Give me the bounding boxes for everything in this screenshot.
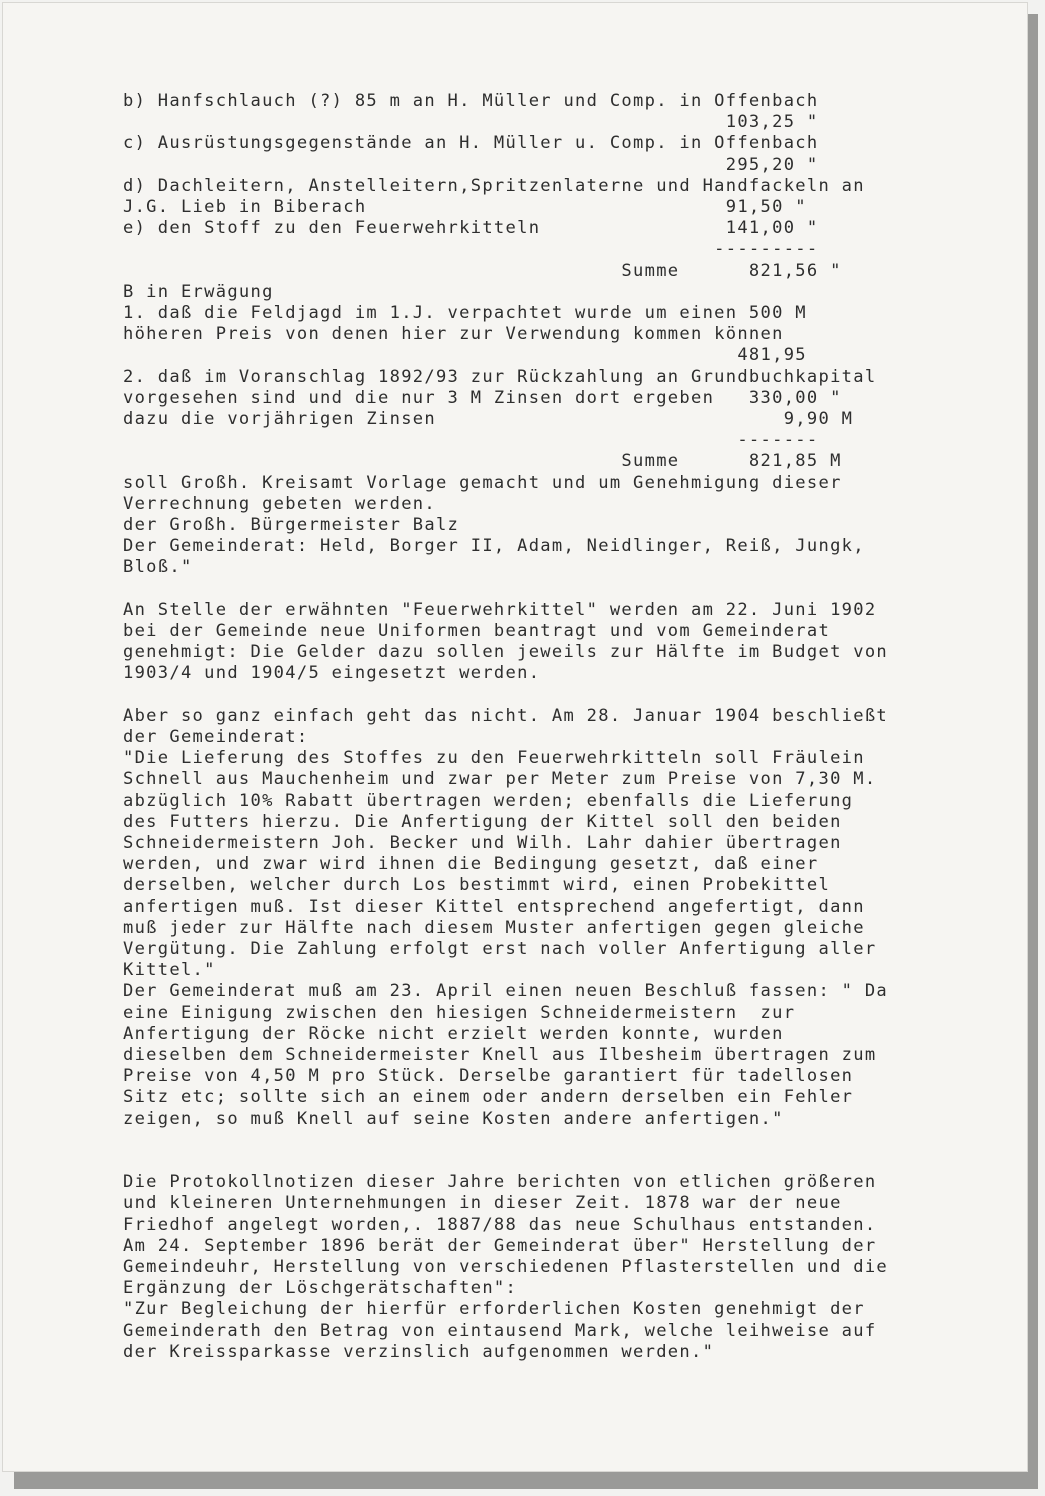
text-line: 1. daß die Feldjagd im 1.J. verpachtet wurde um einen 500 M xyxy=(123,303,807,323)
text-line: Schneidermeistern Joh. Becker und Wilh. Lahr dahier übertragen xyxy=(123,833,842,853)
text-line: --------- xyxy=(123,239,819,260)
text-line: Friedhof angelegt worden,. 1887/88 das neue Schulhaus entstanden. xyxy=(123,1214,877,1235)
text-line: Anfertigung der Röcke nicht erzielt werden konnte, wurden xyxy=(123,1023,784,1044)
text-line: c) Ausrüstungsgegenstände an H. Müller u. Comp. in Offenbach xyxy=(123,133,819,154)
text-line: zeigen, so muß Knell auf seine Kosten andere anfertigen." xyxy=(123,1108,784,1129)
text-line: 295,20 " xyxy=(123,154,819,175)
text-line: genehmigt: Die Gelder dazu sollen jeweils zur Hälfte im Budget von xyxy=(123,642,889,663)
text-line: Sitz etc; sollte sich an einem oder andern derselben ein Fehler xyxy=(123,1087,854,1108)
text-line: d) Dachleitern, Anstelleitern,Spritzenlaterne und Handfackeln an xyxy=(123,175,865,196)
text-line: Bloß." xyxy=(123,557,193,578)
text-line: "Zur Begleichung der hierfür erforderlichen Kosten genehmigt der xyxy=(123,1299,865,1320)
text-line: Gemeinderath den Betrag von eintausend Mark, welche leihweise auf xyxy=(123,1320,877,1341)
text-line: Kittel." xyxy=(123,960,216,981)
text-line: 103,25 " xyxy=(123,112,819,133)
text-line: des Futters hierzu. Die Anfertigung der Kittel soll den beiden xyxy=(123,811,842,832)
text-line: b) Hanfschlauch (?) 85 m an H. Müller und Comp. in Offenbach xyxy=(123,91,819,111)
text-line: anfertigen muß. Ist dieser Kittel entsprechend angefertigt, dann xyxy=(123,896,865,917)
text-line: Der Gemeinderat: Held, Borger II, Adam, Neidlinger, Reiß, Jungk, xyxy=(123,536,865,557)
text-line: Summe 821,56 " xyxy=(123,260,842,281)
text-line: ------- xyxy=(123,430,819,451)
text-line: 481,95 xyxy=(123,345,807,366)
text-line: e) den Stoff zu den Feuerwehrkitteln 141,00 " xyxy=(123,218,819,239)
text-line: Am 24. September 1896 berät der Gemeinderat über" Herstellung der xyxy=(123,1235,877,1256)
text-line: der Großh. Bürgermeister Balz xyxy=(123,515,460,535)
text-line: Vergütung. Die Zahlung erfolgt erst nach voller Anfertigung aller xyxy=(123,939,877,959)
text-line: bei der Gemeinde neue Uniformen beantragt und vom Gemeinderat xyxy=(123,621,831,641)
text-line: Preise von 4,50 M pro Stück. Derselbe garantiert für tadellosen xyxy=(123,1066,854,1087)
text-line: J.G. Lieb in Biberach 91,50 " xyxy=(123,197,807,217)
text-line: Ergänzung der Löschgerätschaften": xyxy=(123,1278,518,1299)
text-line: 1903/4 und 1904/5 eingesetzt werden. xyxy=(123,663,541,684)
text-line: der Gemeinderat: xyxy=(123,727,309,747)
text-line: dazu die vorjährigen Zinsen 9,90 M xyxy=(123,409,854,429)
text-line: "Die Lieferung des Stoffes zu den Feuerwehrkitteln soll Fräulein xyxy=(123,748,865,769)
text-line: werden, und zwar wird ihnen die Bedingung gesetzt, daß einer xyxy=(123,854,819,875)
text-line: Schnell aus Mauchenheim und zwar per Meter zum Preise von 7,30 M. xyxy=(123,769,877,790)
text-line: und kleineren Unternehmungen in dieser Zeit. 1878 war der neue xyxy=(123,1193,842,1214)
text-line: höheren Preis von denen hier zur Verwendung kommen können xyxy=(123,324,784,345)
text-line: der Kreissparkasse verzinslich aufgenommen werden." xyxy=(123,1341,715,1362)
text-line: dieselben dem Schneidermeister Knell aus Ilbesheim übertragen zum xyxy=(123,1045,877,1065)
text-line: 2. daß im Voranschlag 1892/93 zur Rückzahlung an Grundbuchkapital xyxy=(123,366,877,387)
text-line: vorgesehen sind und die nur 3 M Zinsen dort ergeben 330,00 " xyxy=(123,387,842,408)
text-line: An Stelle der erwähnten "Feuerwehrkittel" werden am 22. Juni 1902 xyxy=(123,599,877,620)
document-page xyxy=(2,2,1028,1472)
text-line: Aber so ganz einfach geht das nicht. Am 28. Januar 1904 beschließt xyxy=(123,705,889,726)
text-line: soll Großh. Kreisamt Vorlage gemacht und um Genehmigung dieser xyxy=(123,472,842,493)
text-line: Verrechnung gebeten werden. xyxy=(123,493,436,514)
text-line: Gemeindeuhr, Herstellung von verschiedenen Pflasterstellen und die xyxy=(123,1257,889,1277)
text-line: Summe 821,85 M xyxy=(123,451,842,472)
text-line: abzüglich 10% Rabatt übertragen werden; ebenfalls die Lieferung xyxy=(123,790,854,811)
text-line: derselben, welcher durch Los bestimmt wird, einen Probekittel xyxy=(123,875,831,896)
text-line: B in Erwägung xyxy=(123,281,274,302)
text-line: Die Protokollnotizen dieser Jahre berichten von etlichen größeren xyxy=(123,1172,877,1193)
text-line: muß jeder zur Hälfte nach diesem Muster anfertigen gegen gleiche xyxy=(123,917,865,938)
text-line: eine Einigung zwischen den hiesigen Schneidermeistern zur xyxy=(123,1002,796,1023)
text-line: Der Gemeinderat muß am 23. April einen neuen Beschluß fassen: " Da xyxy=(123,981,889,1002)
